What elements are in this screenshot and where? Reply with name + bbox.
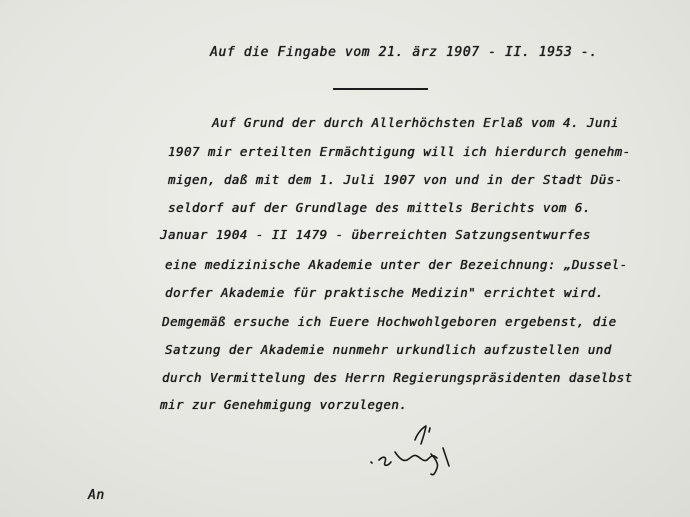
body-line: Auf Grund der durch Allerhöchsten Erlaß vom 4. Juni [212,115,619,130]
heading-rule [333,88,428,90]
body-line: eine medizinische Akademie unter der Bezeichnung: „Dussel- [165,257,628,272]
body-line: 1907 mir erteilten Ermächtigung will ich hierdurch genehm- [168,144,631,159]
body-line: mir zur Genehmigung vorzulegen. [160,397,408,412]
body-line: durch Vermittelung des Herrn Regierungspräsidenten daselbst [162,370,633,385]
handwritten-signature [365,418,465,478]
body-line: migen, daß mit dem 1. Juli 1907 von und in der Stadt Düs- [168,172,623,187]
body-line: dorfer Akademie für praktische Medizin" errichtet wird. [165,285,604,300]
addressee-label: An [88,488,105,503]
body-line: Demgemäß ersuche ich Euere Hochwohlgeboren ergebenst, die [162,314,617,329]
document-heading: Auf die Fingabe vom 21. ärz 1907 - II. 1953 -. [210,45,598,60]
body-line: Satzung der Akademie nunmehr urkundlich aufzustellen und [165,342,612,357]
body-line: Januar 1904 - II 1479 - überreichten Satzungsentwurfes [160,227,591,242]
body-line: seldorf auf der Grundlage des mittels Berichts vom 6. [168,200,591,215]
